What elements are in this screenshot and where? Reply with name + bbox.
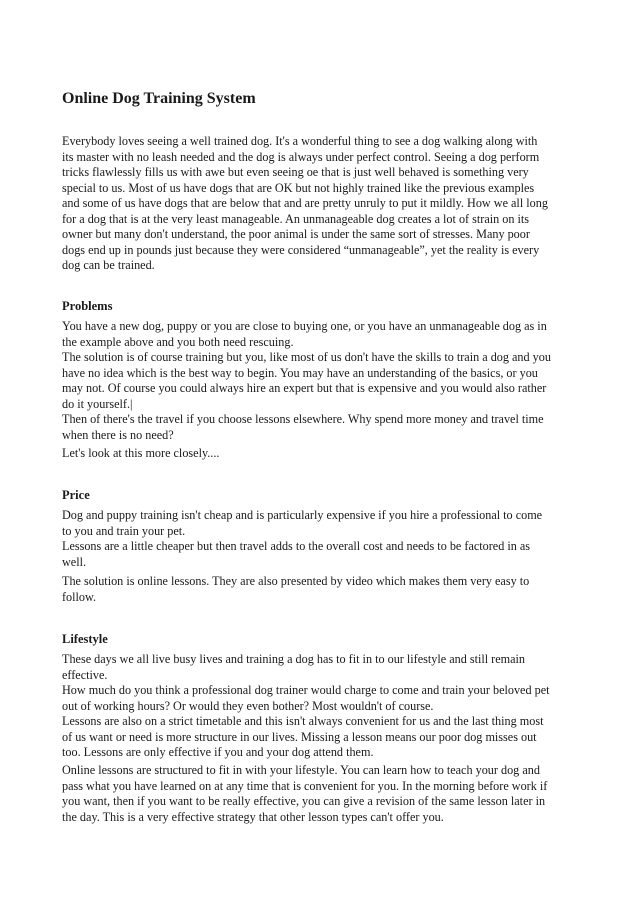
text-line: You have a new dog, puppy or you are close to buying one, or you have an unmanageable dog as in (62, 319, 547, 333)
text-line: the day. This is a very effective strategy that other lesson types can't offer you. (62, 809, 444, 824)
price-heading: Price (62, 488, 90, 502)
text-line: effective. (62, 667, 108, 682)
problems-paragraph-2 (62, 446, 582, 462)
price-paragraph-2 (62, 574, 582, 605)
text-line: out of working hours? Or would they even bother? Most wouldn't of course. (62, 698, 434, 713)
text-line: well. (62, 554, 87, 569)
text-line: have no idea which is the best way to begin. You may have an understanding of the basics, or you (62, 365, 538, 380)
problems-paragraph-1 (62, 319, 582, 443)
text-line: may not. Of course you could always hire an expert but that is expensive and you would also rather (62, 381, 547, 395)
text-line: its master with no leash needed and the dog is always under perfect control. Seeing a dog perform (62, 149, 540, 164)
lifestyle-paragraph-1 (62, 652, 582, 761)
text-line: Then of there's the travel if you choose lessons elsewhere. Why spend more money and travel time (62, 412, 544, 426)
lifestyle-paragraph-2 (62, 763, 582, 825)
text-line: when there is no need? (62, 427, 174, 442)
text-line: Lessons are a little cheaper but then travel adds to the overall cost and needs to be factored in as (62, 539, 531, 553)
text-line: owner but many don't understand, the poor animal is under the same sort of stresses. Many poor (62, 227, 530, 241)
text-line: pass what you have learned on at any time that is convenient for you. In the morning before work if (62, 778, 548, 793)
text-line: dogs end up in pounds just because they were considered “unmanageable”, yet the reality is every (62, 242, 540, 257)
text-line: of us want or need is more structure in our lives. Missing a lesson means our poor dog misses out (62, 729, 537, 744)
text-line: How much do you think a professional dog trainer would charge to come and train your beloved pet (62, 683, 550, 697)
text-line: to you and train your pet. (62, 523, 186, 538)
text-line: dog can be trained. (62, 258, 155, 272)
text-line: The solution is of course training but you, like most of us don't have the skills to train a dog and you (62, 350, 551, 364)
text-line: do it yourself.| (62, 396, 133, 411)
intro-paragraph (62, 134, 582, 274)
text-line: The solution is online lessons. They are also presented by video which makes them very easy to (62, 574, 530, 588)
text-line: too. Lessons are only effective if you and your dog attend them. (62, 745, 374, 759)
lifestyle-heading: Lifestyle (62, 632, 108, 646)
text-line: Everybody loves seeing a well trained dog. It's a wonderful thing to see a dog walking along with (62, 134, 538, 148)
price-paragraph-1 (62, 508, 582, 570)
document-title: Online Dog Training System (62, 90, 256, 107)
text-line: tricks flawlessly fills us with awe but even seeing oe that is just well behaved is something very (62, 165, 529, 179)
text-line: for a dog that is at the very least manageable. An unmanageable dog creates a lot of strain on its (62, 211, 530, 226)
text-line: the example above and you both need rescuing. (62, 334, 294, 349)
text-line: These days we all live busy lives and training a dog has to fit in to our lifestyle and still remain (62, 652, 526, 666)
text-line: you want, then if you want to be really effective, you can give a revision of the same lesson later in (62, 794, 546, 808)
text-line: Online lessons are structured to fit in with your lifestyle. You can learn how to teach your dog and (62, 763, 540, 777)
text-line: Lessons are also on a strict timetable and this isn't always convenient for us and the last thing most (62, 714, 544, 728)
text-line: follow. (62, 589, 97, 604)
problems-heading: Problems (62, 299, 113, 313)
text-line: and some of us have dogs that are below that and are pretty unruly to put it mildly. How we all long (62, 196, 548, 210)
text-line: special to us. Most of us have dogs that are OK but not highly trained like the previous examples (62, 180, 535, 195)
text-line: Dog and puppy training isn't cheap and is particularly expensive if you hire a professional to come (62, 508, 543, 522)
text-line: Let's look at this more closely.... (62, 446, 220, 460)
